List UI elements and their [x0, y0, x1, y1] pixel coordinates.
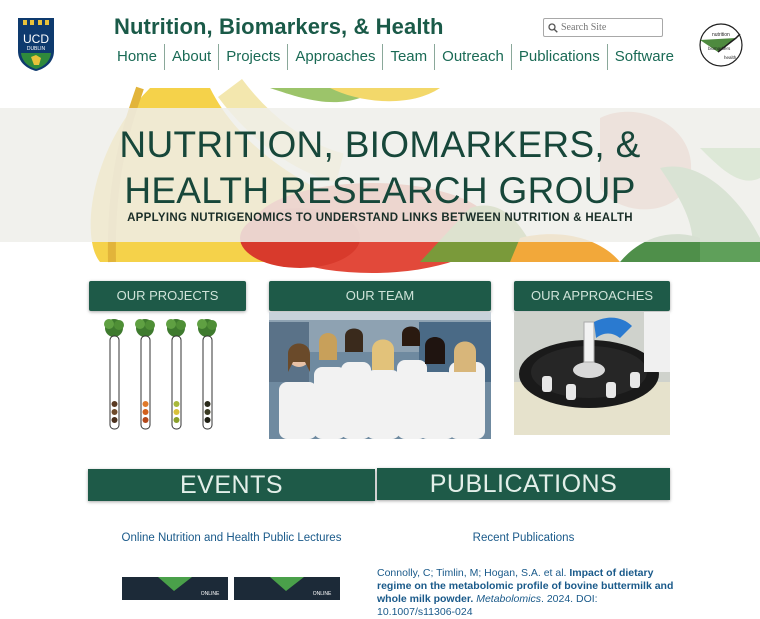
test-tube-3 — [166, 319, 186, 429]
ucd-logo[interactable] — [17, 17, 55, 72]
publications-button[interactable]: PUBLICATIONS — [377, 468, 670, 500]
nav-approaches[interactable]: Approaches — [287, 44, 382, 70]
event-thumb-label-1: ONLINE — [200, 591, 220, 597]
search-box[interactable] — [543, 18, 663, 37]
events-heading[interactable]: Online Nutrition and Health Public Lectures — [121, 532, 342, 544]
publication-year-doi: . 2024. DOI: 10.1007/s11306-024 — [377, 593, 598, 618]
test-tube-2 — [135, 319, 155, 429]
main-nav — [110, 44, 681, 70]
publication-entry[interactable] — [377, 567, 677, 619]
site-header — [0, 0, 760, 88]
hero-banner — [0, 88, 760, 262]
publications-heading[interactable]: Recent Publications — [472, 532, 575, 544]
hero-subtitle: APPLYING NUTRIGENOMICS TO UNDERSTAND LINKS BETWEEN NUTRITION & HEALTH — [127, 212, 633, 224]
hero-title-line-2: HEALTH RESEARCH GROUP — [124, 170, 636, 211]
group-logo-text-1: nutrition — [712, 32, 730, 38]
test-tube-1 — [104, 319, 124, 429]
hero-title — [0, 122, 760, 214]
nav-team[interactable]: Team — [382, 44, 434, 70]
nav-software[interactable]: Software — [607, 44, 681, 70]
site-title[interactable]: Nutrition, Biomarkers, & Health — [114, 14, 444, 39]
search-input[interactable] — [561, 22, 661, 33]
group-logo-text-3: health — [724, 55, 737, 60]
publication-journal: Metabolomics — [476, 593, 541, 605]
approaches-image[interactable] — [514, 312, 670, 435]
ucd-logo-subtext: DUBLIN — [26, 46, 46, 52]
our-approaches-button[interactable]: OUR APPROACHES — [514, 281, 670, 311]
search-icon — [548, 23, 558, 33]
team-photo[interactable] — [269, 312, 491, 439]
our-projects-button[interactable]: OUR PROJECTS — [89, 281, 246, 311]
publication-authors: Connolly, C; Timlin, M; Hogan, S.A. et al. — [377, 567, 567, 579]
projects-image[interactable] — [100, 316, 230, 436]
group-logo[interactable] — [696, 22, 746, 68]
events-button[interactable]: EVENTS — [88, 469, 375, 501]
group-logo-text-2: biomarkers — [708, 46, 731, 51]
our-team-button[interactable]: OUR TEAM — [269, 281, 491, 311]
event-thumb-label-2: ONLINE — [312, 591, 332, 597]
nav-outreach[interactable]: Outreach — [434, 44, 511, 70]
nav-projects[interactable]: Projects — [218, 44, 287, 70]
nav-about[interactable]: About — [164, 44, 218, 70]
hero-title-line-1: NUTRITION, BIOMARKERS, & — [119, 124, 641, 165]
nav-publications[interactable]: Publications — [511, 44, 607, 70]
nav-home[interactable]: Home — [117, 48, 158, 65]
ucd-logo-text: UCD — [23, 32, 49, 46]
event-thumbnails[interactable] — [122, 577, 342, 600]
publication-title[interactable]: Impact of dietary regime on the metabolomic profile of bovine buttermilk and whole milk powder. — [377, 567, 674, 605]
test-tube-4 — [197, 319, 217, 429]
